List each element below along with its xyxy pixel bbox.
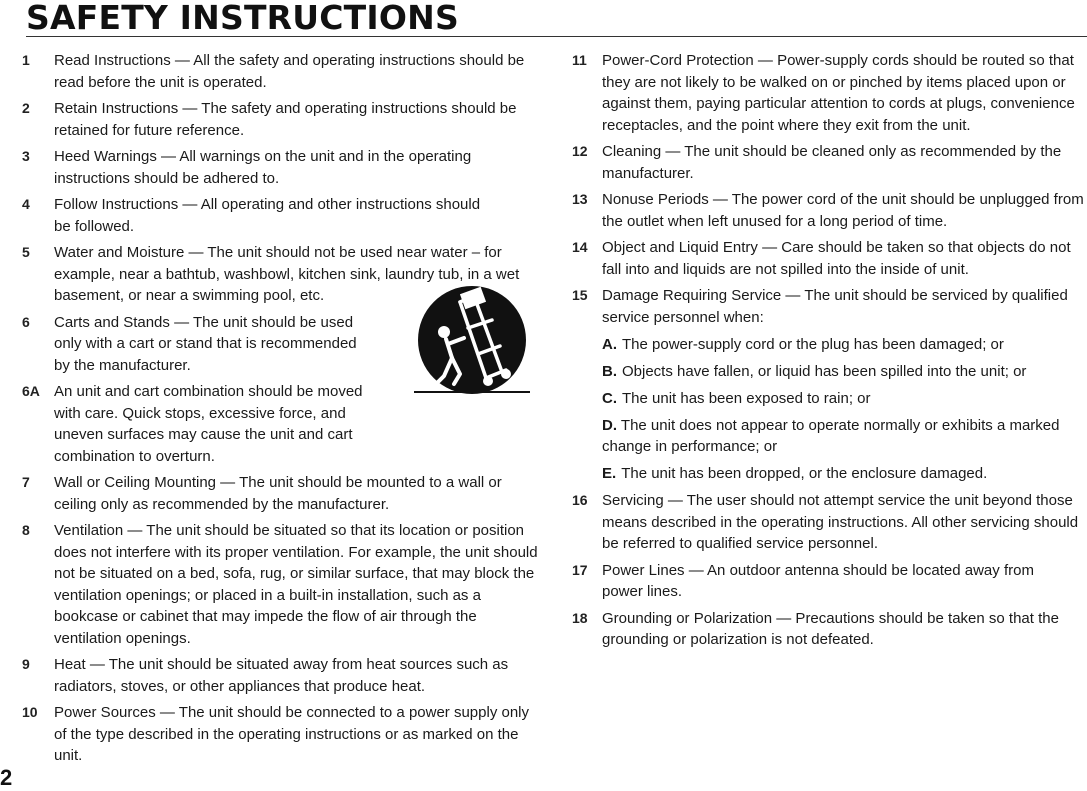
item-text: Read Instructions — All the safety and operating instructions should be read before the unit is operated. [54, 52, 525, 91]
item-number: 14 [572, 239, 588, 255]
title-divider [26, 36, 1087, 37]
condition-letter: C. [602, 389, 617, 407]
item-text: Wall or Ceiling Mounting — The unit should be mounted to a wall or ceiling only as recommended by the manufacturer. [54, 474, 502, 513]
item-text: Object and Liquid Entry — Care should be taken so that objects do not fall into and liquids are not spilled into the inside of unit. [602, 239, 1071, 278]
service-condition [602, 388, 1087, 410]
item-number: 18 [572, 609, 588, 626]
item-text: Carts and Stands — The unit should be used only with a cart or stand that is recommended by the manufacturer. [54, 313, 357, 374]
item-number: 4 [22, 196, 30, 212]
item-text: Cleaning — The unit should be cleaned only as recommended by the manufacturer. [602, 143, 1062, 182]
item-number: 16 [572, 492, 588, 508]
instruction-item [22, 520, 544, 649]
instruction-item [572, 608, 1087, 651]
instruction-item [22, 654, 544, 697]
item-text: Ventilation — The unit should be situated so that its location or position does not interfere with its proper ventilation. For example, the unit should not be situated on a bed, sofa, rug, or similar surface, that may block the ventilation openings; or placed in a built-in installation, such as a bookcase or cabinet that may impede the flow of air through the ventilation openings. [54, 522, 538, 647]
item-number: 15 [572, 287, 588, 303]
item-number: 7 [22, 474, 30, 490]
right-column [572, 50, 1087, 656]
item-number: 8 [22, 522, 30, 538]
item-text: Nonuse Periods — The power cord of the unit should be unplugged from the outlet when left unused for a long period of time. [602, 191, 1084, 230]
item-number: 13 [572, 191, 588, 207]
item-number: 3 [22, 148, 30, 164]
condition-letter: E. [602, 465, 617, 482]
item-text: Follow Instructions — All operating and other instructions should be followed. [54, 196, 481, 235]
instruction-item [572, 141, 1087, 184]
item-text: Damage Requiring Service — The unit should be serviced by qualified service personnel when: [602, 287, 1068, 326]
condition-text: The unit does not appear to operate normally or exhibits a marked change in performance; or [602, 416, 1060, 455]
instruction-item [22, 194, 544, 237]
condition-letter: D. [602, 416, 617, 434]
instruction-item [572, 237, 1087, 280]
service-condition [602, 334, 1087, 356]
instruction-item [22, 50, 544, 93]
condition-letter: B. [602, 362, 617, 380]
item-number: 1 [22, 52, 30, 68]
service-condition [602, 361, 1087, 383]
instruction-item [572, 490, 1087, 555]
cart-tipover-warning-icon [408, 280, 536, 408]
item-text: Power Sources — The unit should be connected to a power supply only of the type described in the operating instructions or as marked on the unit. [54, 704, 530, 764]
item-number: 10 [22, 704, 38, 720]
item-number: 17 [572, 561, 588, 578]
item-text: Retain Instructions — The safety and operating instructions should be retained for future reference. [54, 100, 517, 139]
condition-letter: A. [602, 335, 617, 353]
instruction-item [22, 146, 544, 189]
condition-text: The power-supply cord or the plug has been damaged; or [622, 335, 1004, 353]
condition-text: The unit has been dropped, or the enclosure damaged. [621, 465, 988, 482]
item-text: Servicing — The user should not attempt service the unit beyond those means described in the operating instructions. All other servicing should be referred to qualified service personnel. [602, 492, 1079, 552]
service-condition [602, 463, 1087, 485]
item-number: 6 [22, 313, 30, 330]
page-number: 2 [0, 765, 13, 790]
left-column [22, 50, 544, 772]
item-number: 9 [22, 656, 30, 672]
item-text: Heed Warnings — All warnings on the unit and in the operating instructions should be adhered to. [54, 148, 472, 187]
item-text: Power Lines — An outdoor antenna should be located away from power lines. [602, 561, 1034, 600]
instruction-item [572, 189, 1087, 232]
item-text: Power-Cord Protection — Power-supply cords should be routed so that they are not likely to be walked on or pinched by items placed upon or against them, paying particular attention to cords at plugs, convenience receptacles, and the point where they exit from the unit. [602, 52, 1075, 134]
instruction-item [22, 472, 544, 515]
item-text: Heat — The unit should be situated away from heat sources such as radiators, stoves, or other appliances that produce heat. [54, 656, 509, 695]
item-text: Water and Moisture — The unit should not be used near water – for example, near a bathtub, washbowl, kitchen sink, laundry tub, in a wet basement, or near a swimming pool, etc. [54, 244, 520, 304]
condition-text: Objects have fallen, or liquid has been spilled into the unit; or [622, 362, 1027, 380]
item-text: Grounding or Polarization — Precautions should be taken so that the grounding or polarization is not defeated. [602, 609, 1059, 648]
instruction-item [22, 98, 544, 141]
condition-text: The unit has been exposed to rain; or [622, 389, 871, 407]
item-text: An unit and cart combination should be moved with care. Quick stops, excessive force, and uneven surfaces may cause the unit and cart combination to overturn. [54, 383, 363, 465]
instruction-item [572, 50, 1087, 136]
service-condition [602, 415, 1087, 458]
item-number: 11 [572, 52, 587, 68]
instruction-item [22, 702, 544, 767]
instruction-item [572, 285, 1087, 328]
item-number: 12 [572, 143, 588, 159]
item-number: 6A [22, 383, 40, 399]
instruction-item [572, 560, 1087, 603]
page-title: SAFETY INSTRUCTIONS [26, 0, 459, 37]
item-number: 5 [22, 244, 30, 260]
item-number: 2 [22, 100, 30, 116]
